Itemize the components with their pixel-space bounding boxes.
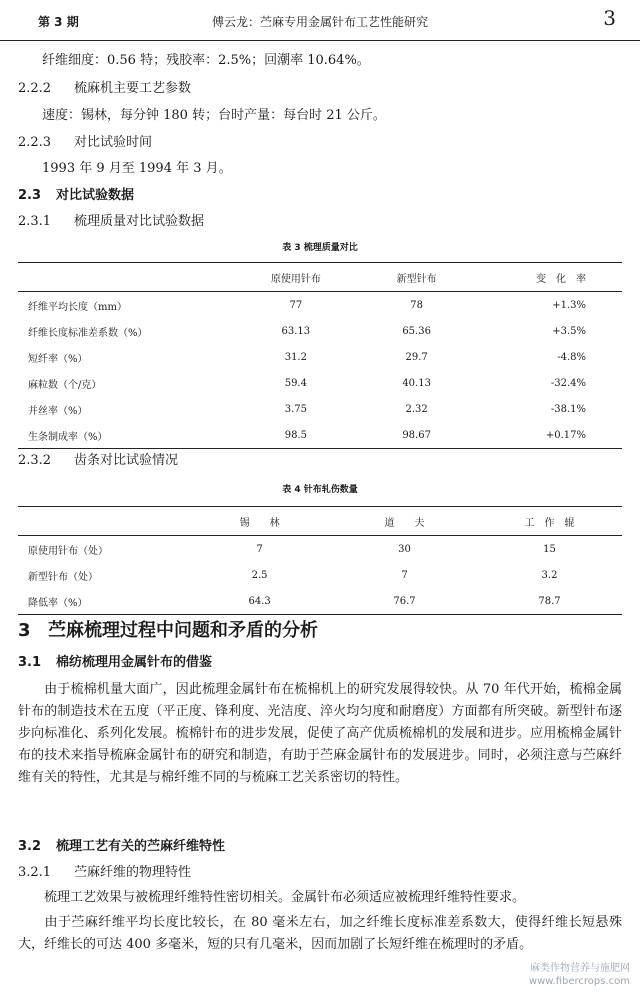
table-cell: 2.5: [251, 569, 268, 581]
table-row: [18, 588, 622, 615]
section-title: 梳理工艺有关的苎麻纤维特性: [56, 839, 226, 854]
section-number: 2.3: [18, 188, 42, 203]
page-number: 3: [603, 6, 616, 30]
table-row: [18, 344, 622, 370]
table-cell: 15: [543, 543, 556, 555]
section-number: 3: [18, 620, 31, 641]
row-label: 生条制成率（%）: [28, 431, 108, 443]
row-label: 麻粒数（个/克）: [28, 379, 102, 391]
section-number: 3.2: [18, 839, 42, 854]
column-header: [18, 263, 235, 292]
section-number: 2.3.1: [18, 214, 52, 229]
column-header: 新型针布: [396, 273, 437, 285]
table-cell: +1.3%: [552, 299, 586, 311]
table-cell: 3.2: [541, 569, 558, 581]
section-title: 棉纺梳理用金属针布的借鉴: [56, 655, 213, 670]
table-row: [18, 318, 622, 344]
table-cell: -38.1%: [550, 403, 586, 415]
column-header: 工 作 辊: [524, 517, 575, 529]
table-cell: 7: [401, 569, 408, 581]
table-row: [18, 422, 622, 449]
table-cell: 78.7: [538, 595, 561, 607]
table-cell: -32.4%: [550, 377, 586, 389]
section-title: 梳理质量对比试验数据: [74, 214, 205, 229]
heading-2-2-3: [18, 134, 152, 152]
table-cell: 40.13: [402, 377, 431, 389]
row-label: 降低率（%）: [28, 597, 88, 609]
row-label: 新型针布（处）: [28, 571, 98, 583]
table-row: [18, 292, 622, 319]
trial-period-line: 1993 年 9 月至 1994 年 3 月。: [42, 161, 232, 176]
section-title: 梳麻机主要工艺参数: [74, 81, 192, 96]
section-number: 2.2.3: [18, 135, 52, 150]
table-row: [18, 396, 622, 422]
column-header: 变 化 率: [536, 273, 586, 285]
fiber-properties-line: 纤维细度：0.56 特；残胶率：2.5%；回潮率 10.64%。: [42, 53, 370, 68]
table-cell: +3.5%: [552, 325, 586, 337]
table-cell: 59.4: [284, 377, 307, 389]
table-cell: 98.67: [402, 429, 431, 441]
table-cell: 65.36: [402, 325, 431, 337]
table-cell: 76.7: [393, 595, 416, 607]
section-title: 对比试验时间: [74, 135, 153, 150]
column-header: 原使用针布: [270, 273, 321, 285]
running-title: 傅云龙：苎麻专用金属针布工艺性能研究: [211, 15, 428, 29]
page-header: [0, 0, 640, 41]
section-title: 苎麻梳理过程中问题和矛盾的分析: [48, 620, 318, 641]
table-header-row: [18, 507, 622, 536]
table-cell: 98.5: [284, 429, 307, 441]
heading-3: [18, 622, 318, 640]
section-title: 苎麻纤维的物理特性: [74, 865, 192, 880]
watermark-line: www.fibercrops.com: [528, 976, 630, 987]
paragraph-text: 梳理工艺效果与被梳理纤维特性密切相关。金属针布必须适应被梳理纤维特性要求。: [44, 890, 526, 905]
row-label: 并丝率（%）: [28, 405, 88, 417]
row-label: 纤维平均长度（mm）: [28, 301, 127, 313]
table-cell: 78: [410, 299, 423, 311]
table4-caption: 表 4 针布轧伤数量: [282, 485, 358, 495]
heading-3-1: [18, 654, 212, 672]
section-title: 齿条对比试验情况: [74, 453, 179, 468]
heading-3-2: [18, 838, 225, 856]
table-cell: 2.32: [405, 403, 428, 415]
heading-2-3: [18, 187, 134, 205]
table-cell: +0.17%: [545, 429, 586, 441]
row-label: 短纤率（%）: [28, 353, 88, 365]
table-cell: 29.7: [405, 351, 428, 363]
table-row: [18, 536, 622, 563]
column-header: 锡 林: [239, 517, 280, 529]
section-number: 2.2.2: [18, 81, 52, 96]
paragraph-3-2-1-a: [18, 887, 622, 909]
column-header: [18, 507, 187, 536]
table-cell: 30: [398, 543, 411, 555]
process-params-line: 速度：锡林，每分钟 180 转；台时产量：每台时 21 公斤。: [42, 108, 386, 123]
table-cell: -4.8%: [557, 351, 586, 363]
table3-caption: 表 3 梳理质量对比: [282, 243, 358, 253]
section-number: 3.1: [18, 655, 42, 670]
table-cell: 7: [256, 543, 263, 555]
paragraph-text: 由于梳棉机量大面广，因此梳理金属针布在梳棉机上的研究发展得较快。从 70 年代开始，梳棉金属针布的制造技术在五度（平正度、锋利度、光洁度、淬火均匀度和耐磨度）方面都有所突破。新型针布逐步向标准化、系列化发展。梳棉针布的进步发展，促使了高产优质梳棉机的发展和进步。应用梳棉金属针布的技术来指导梳麻金属针布的研究和制造，有助于苎麻金属针布的发展进步。同时，必须注意与苎麻纤维有关的特性，尤其是与棉纤维不同的与梳麻工艺关系密切的特性。: [18, 682, 622, 785]
column-header: 道 夫: [384, 517, 425, 529]
table-row: [18, 562, 622, 588]
section-number: 3.2.1: [18, 865, 52, 880]
heading-2-3-2: [18, 452, 178, 470]
heading-3-2-1: [18, 864, 191, 882]
table-cell: 63.13: [281, 325, 311, 337]
table-row: [18, 370, 622, 396]
watermark: [529, 962, 630, 988]
table-cell: 77: [289, 299, 303, 311]
row-label: 纤维长度标准差系数（%）: [28, 327, 148, 339]
table4-card-clothing-damage: [18, 506, 622, 615]
section-number: 2.3.2: [18, 453, 52, 468]
heading-2-2-2: [18, 80, 191, 98]
table-header-row: [18, 263, 622, 292]
paragraph-3-2-1-b: [18, 912, 622, 956]
table-cell: 31.2: [284, 351, 307, 363]
paragraph-3-1: [18, 679, 622, 789]
section-title: 对比试验数据: [56, 188, 135, 203]
table-cell: 64.3: [248, 595, 271, 607]
row-label: 原使用针布（处）: [28, 545, 108, 557]
table3-carding-quality: [18, 262, 622, 449]
table-cell: 3.75: [284, 403, 307, 415]
paragraph-text: 由于苎麻纤维平均长度比较长，在 80 毫米左右，加之纤维长度标准差系数大，使得纤维长短悬殊大，纤维长的可达 400 多毫米，短的只有几毫米，因而加剧了长短纤维在梳理时的矛盾。: [18, 915, 622, 952]
watermark-line: 麻类作物营养与施肥网: [530, 963, 630, 974]
heading-2-3-1: [18, 213, 204, 231]
issue-label: 第 3 期: [38, 15, 79, 29]
